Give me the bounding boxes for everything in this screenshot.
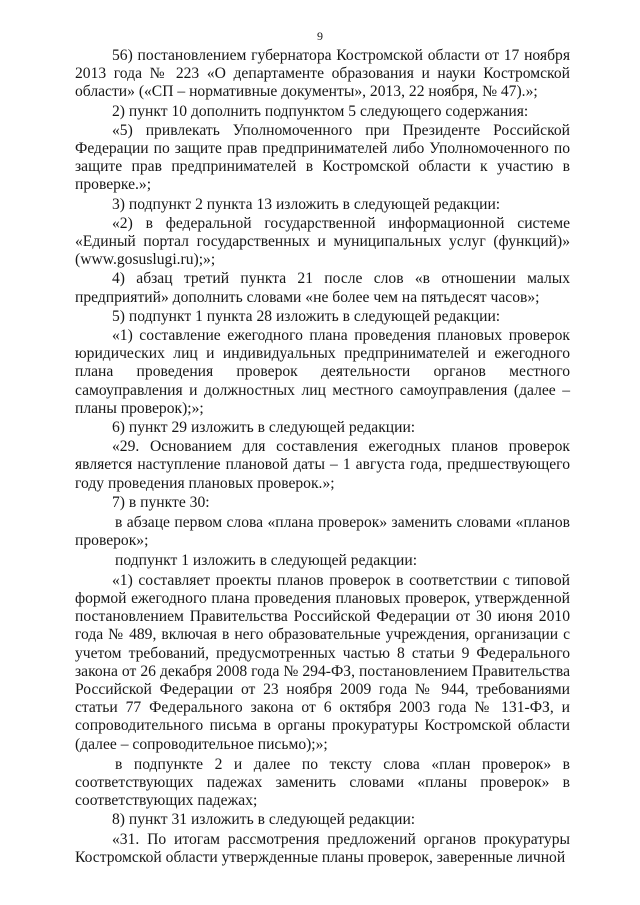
paragraph-item-5: 5) подпункт 1 пункта 28 изложить в следующей редакции: <box>112 307 501 325</box>
document-body <box>75 47 570 867</box>
paragraph-item-5-quote: «1) составление ежегодного плана проведения плановых проверок юридических лиц и индивидуальных предпринимателей и ежегодного плана проведения проверок деятельности органов местного самоуправления и должностных лиц местного самоуправления (далее – планы проверок);»; <box>75 327 570 417</box>
paragraph-item-7-b: подпункт 1 изложить в следующей редакции: <box>115 552 418 570</box>
paragraph-item-7-a: в абзаце первом слова «плана проверок» заменить словами «планов проверок»; <box>75 514 570 550</box>
paragraph-item-8-quote: «31. По итогам рассмотрения предложений органов прокуратуры Костромской области утвержденные планы проверок, заверенные личной <box>75 830 570 866</box>
paragraph-item-6: 6) пункт 29 изложить в следующей редакции: <box>112 419 416 437</box>
paragraph-item-2: 2) пункт 10 дополнить подпунктом 5 следующего содержания: <box>112 102 529 120</box>
paragraph-item-3: 3) подпункт 2 пункта 13 изложить в следующей редакции: <box>112 195 501 213</box>
paragraph-item-7-quote: «1) составляет проекты планов проверок в соответствии с типовой формой ежегодного плана проведения плановых проверок, утвержденной постановлением Правительства Российской Федерации от 30 июня 2010 года № 489, включая в него образовательные учреждения, организации с учетом требований, предусмотренных частью 8 статьи 9 Федерального закона от 26 декабря 2008 года № 294-ФЗ, постановлением Правительства Российской Федерации от 23 ноября 2009 года № 944, требованиями статьи 77 Федерального закона от 6 октября 2003 года № 131-ФЗ, и сопроводительного письма в органы прокуратуры Костромской области (далее – сопроводительное письмо);»; <box>75 571 570 753</box>
paragraph-item-7: 7) в пункте 30: <box>112 493 210 511</box>
paragraph-item-7-c: в подпункте 2 и далее по тексту слова «план проверок» в соответствующих падежах заменить словами «планы проверок» в соответствующих падежах; <box>75 755 570 810</box>
paragraph-item-8: 8) пункт 31 изложить в следующей редакции: <box>112 811 416 829</box>
paragraph-item-56: 56) постановлением губернатора Костромской области от 17 ноября 2013 года № 223 «О департаменте образования и науки Костромской области» («СП – нормативные документы», 2013, 22 ноября, № 47).»; <box>75 47 570 101</box>
paragraph-item-3-quote: «2) в федеральной государственной информационной системе «Единый портал государственных и муниципальных услуг (функций)» (www.gosuslugi.ru);»; <box>75 214 570 269</box>
paragraph-item-6-quote: «29. Основанием для составления ежегодных планов проверок является наступление плановой даты – 1 августа года, предшествующего году проведения плановых проверок.»; <box>75 438 570 492</box>
paragraph-item-4: 4) абзац третий пункта 21 после слов «в отношении малых предприятий» дополнить словами «не более чем на пятьдесят часов»; <box>75 270 570 306</box>
page-number: 9 <box>317 29 323 43</box>
paragraph-item-2-quote: «5) привлекать Уполномоченного при Президенте Российской Федерации по защите прав предпринимателей либо Уполномоченного по защите прав предпринимателей в Костромской области к участию в проверке.»; <box>75 121 570 194</box>
